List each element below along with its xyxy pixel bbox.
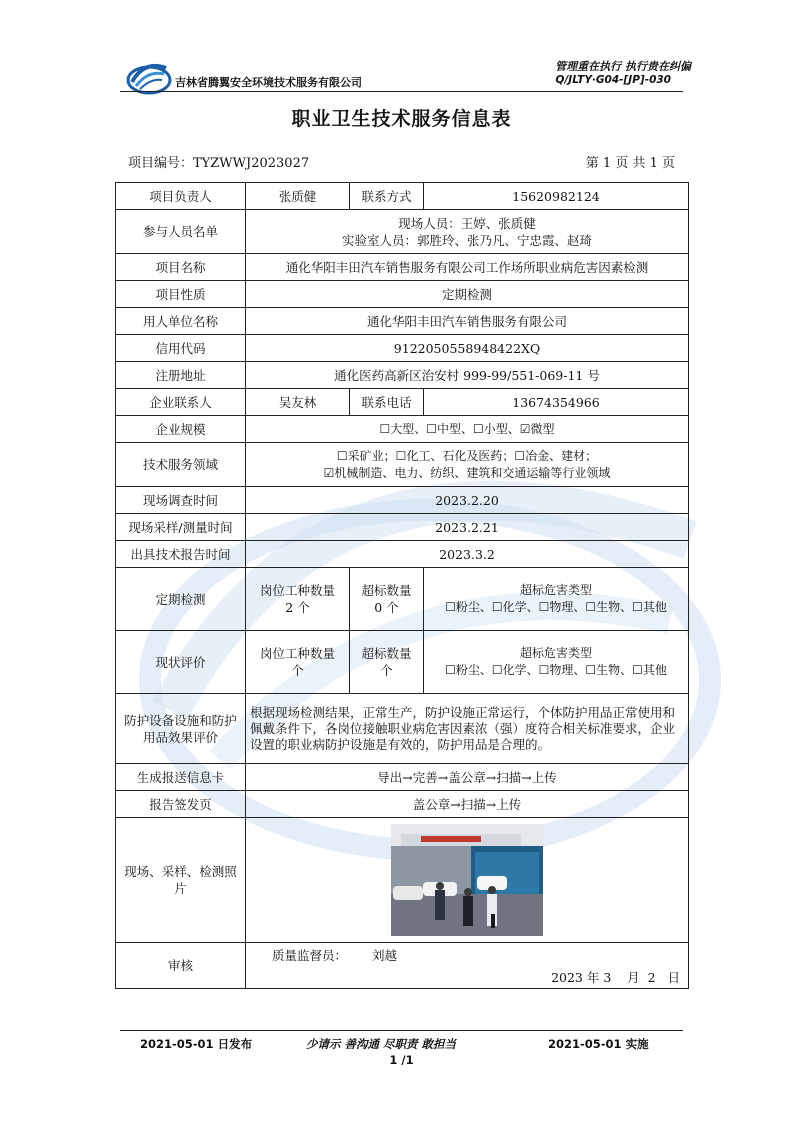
document-code: Q/JLTY·G04-[JP]-030 — [555, 74, 671, 86]
status-label: 现状评价 — [116, 631, 246, 694]
address-label: 注册地址 — [116, 362, 246, 389]
enterprise-contact-value: 吴友林 — [246, 389, 350, 416]
address-value: 通化医药高新区治安村 999-99/551-069-11 号 — [246, 362, 689, 389]
status-hazard-type-label: 超标危害类型 — [519, 646, 592, 660]
sampling-time-value: 2023.2.21 — [246, 514, 689, 541]
table-row — [116, 335, 689, 362]
contact-value: 15620982124 — [424, 183, 689, 210]
staff-value — [246, 210, 689, 254]
scale-value: ☐大型、☐中型、☐小型、☑微型 — [246, 416, 689, 443]
status-posts-value: 个 — [291, 663, 304, 678]
site-photo — [391, 824, 543, 936]
review-label: 审核 — [116, 943, 246, 989]
periodic-posts — [246, 568, 350, 631]
periodic-exceed-label: 超标数量 — [361, 583, 412, 598]
table-row — [116, 210, 689, 254]
sign-page-label: 报告签发页 — [116, 791, 246, 818]
staff-label: 参与人员名单 — [116, 210, 246, 254]
credit-code-label: 信用代码 — [116, 335, 246, 362]
supervisor-name: 刘越 — [372, 948, 398, 963]
staff-line-2: 实验室人员：郭胜玲、张乃凡、宁忠霞、赵琦 — [341, 232, 592, 248]
leader-value: 张质健 — [246, 183, 350, 210]
periodic-hazard-type-label: 超标危害类型 — [519, 583, 592, 597]
periodic-label: 定期检测 — [116, 568, 246, 631]
table-row — [116, 487, 689, 514]
field-value — [246, 443, 689, 487]
table-row — [116, 631, 689, 694]
protect-label: 防护设备设施和防护用品效果评价 — [116, 694, 246, 764]
photo-cell — [246, 818, 689, 943]
enterprise-contact-label: 企业联系人 — [116, 389, 246, 416]
info-card-value: 导出→完善→盖公章→扫描→上传 — [246, 764, 689, 791]
periodic-posts-label: 岗位工种数量 — [259, 583, 335, 598]
contact-label: 联系方式 — [350, 183, 424, 210]
employer-label: 用人单位名称 — [116, 308, 246, 335]
periodic-exceed — [350, 568, 424, 631]
status-exceed — [350, 631, 424, 694]
field-line-1: ☐采矿业；☐化工、石化及医药；☐冶金、建材； — [336, 448, 598, 463]
project-name-label: 项目名称 — [116, 254, 246, 281]
status-exceed-label: 超标数量 — [361, 646, 412, 661]
status-exceed-value: 个 — [380, 663, 393, 678]
field-label: 技术服务领域 — [116, 443, 246, 487]
status-posts-label: 岗位工种数量 — [259, 646, 335, 661]
table-row — [116, 389, 689, 416]
project-number: 项目编号：TYZWWJ2023027 — [128, 156, 310, 171]
field-line-2: ☑机械制造、电力、纺织、建筑和交通运输等行业领域 — [323, 465, 611, 480]
project-name-value: 通化华阳丰田汽车销售服务有限公司工作场所职业病危害因素检测 — [246, 254, 689, 281]
info-table — [115, 182, 689, 989]
effective-date: 2021-05-01 实施 — [548, 1037, 649, 1051]
nature-label: 项目性质 — [116, 281, 246, 308]
status-posts — [246, 631, 350, 694]
supervisor-label: 质量监督员： — [272, 948, 348, 963]
header-slogan: 管理重在执行 执行贵在纠偏 — [555, 60, 691, 73]
enterprise-phone-value: 13674354966 — [424, 389, 689, 416]
table-row — [116, 416, 689, 443]
table-row — [116, 443, 689, 487]
table-row — [116, 183, 689, 210]
nature-value: 定期检测 — [246, 281, 689, 308]
table-row — [116, 281, 689, 308]
footer-divider — [120, 1030, 683, 1031]
info-card-label: 生成报送信息卡 — [116, 764, 246, 791]
scale-label: 企业规模 — [116, 416, 246, 443]
sampling-time-label: 现场采样/测量时间 — [116, 514, 246, 541]
status-hazards-value: ☐粉尘、☐化学、☐物理、☐生物、☐其他 — [445, 663, 667, 677]
table-row — [116, 541, 689, 568]
survey-time-value: 2023.2.20 — [246, 487, 689, 514]
company-name: 吉林省腾翼安全环境技术服务有限公司 — [175, 76, 362, 89]
status-hazards — [424, 631, 689, 694]
periodic-hazards-value: ☐粉尘、☐化学、☐物理、☐生物、☐其他 — [445, 600, 667, 614]
survey-time-label: 现场调查时间 — [116, 487, 246, 514]
table-row — [116, 943, 689, 989]
periodic-hazards — [424, 568, 689, 631]
sign-page-value: 盖公章→扫描→上传 — [246, 791, 689, 818]
photo-label: 现场、采样、检测照片 — [116, 818, 246, 943]
issued-date: 2021-05-01 日发布 — [140, 1037, 253, 1051]
staff-line-1: 现场人员：王婷、张质健 — [398, 215, 536, 231]
table-row — [116, 308, 689, 335]
footer-slogan: 少请示 善沟通 尽职责 敢担当 — [306, 1037, 457, 1051]
enterprise-phone-label: 联系电话 — [350, 389, 424, 416]
review-cell — [246, 943, 689, 989]
report-time-label: 出具技术报告时间 — [116, 541, 246, 568]
page-info: 第 1 页 共 1 页 — [585, 156, 675, 171]
table-row — [116, 514, 689, 541]
table-row — [116, 362, 689, 389]
document-title: 职业卫生技术服务信息表 — [291, 108, 512, 130]
footer-page-number: 1 /1 — [389, 1053, 414, 1067]
header-divider — [120, 91, 683, 92]
table-row — [116, 254, 689, 281]
table-row — [116, 818, 689, 943]
table-row — [116, 694, 689, 764]
periodic-posts-value: 2 个 — [285, 600, 310, 615]
leader-label: 项目负责人 — [116, 183, 246, 210]
table-row — [116, 568, 689, 631]
report-time-value: 2023.3.2 — [246, 541, 689, 568]
review-date: 2023 年 3 月 2 日 — [551, 970, 680, 985]
protect-value: 根据现场检测结果，正常生产，防护设施正常运行，个体防护用品正常使用和佩戴条件下，各岗位接触职业病危害因素浓（强）度符合相关标准要求，企业设置的职业病防护设施是有效的，防护用品是合理的。 — [246, 694, 689, 764]
credit-code-value: 9122050558948422XQ — [246, 335, 689, 362]
employer-value: 通化华阳丰田汽车销售服务有限公司 — [246, 308, 689, 335]
table-row — [116, 764, 689, 791]
periodic-exceed-value: 0 个 — [374, 600, 399, 615]
table-row — [116, 791, 689, 818]
